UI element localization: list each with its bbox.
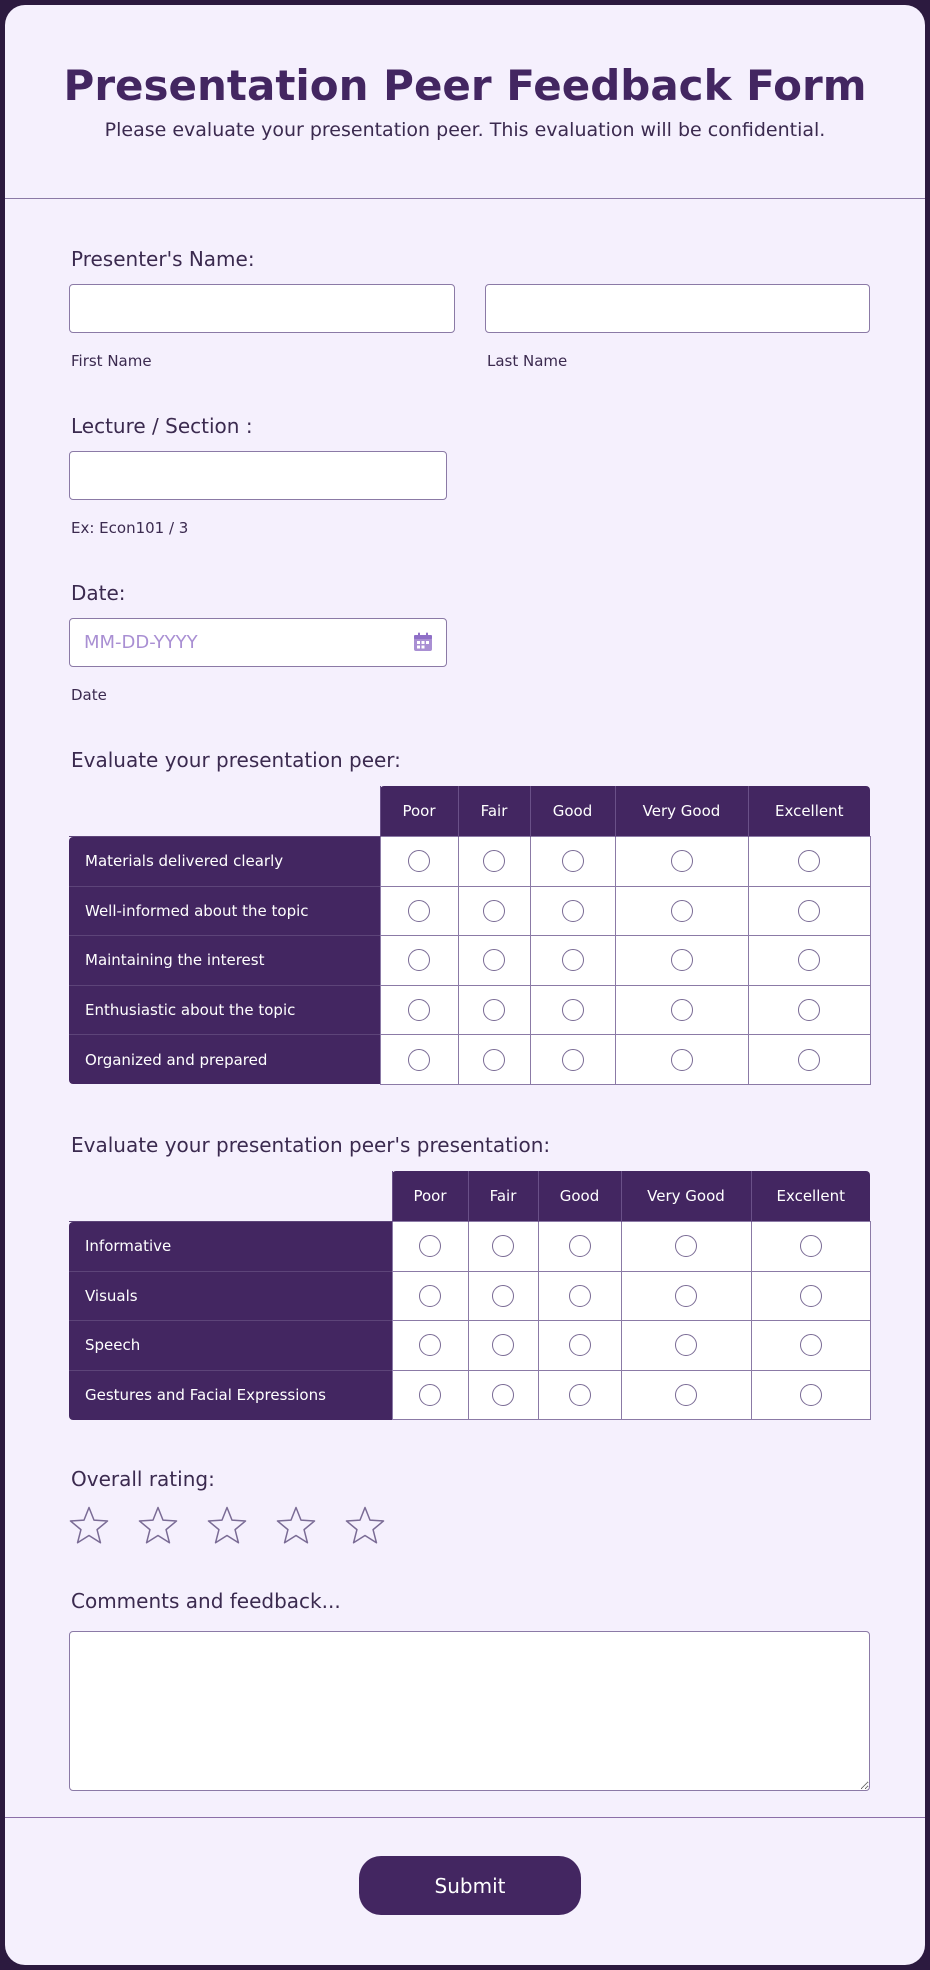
rating-radio-very-good[interactable] — [675, 1285, 697, 1307]
lecture-section-label: Lecture / Section : — [71, 414, 253, 438]
matrix-cell — [748, 985, 870, 1035]
matrix-header-row — [69, 786, 870, 837]
rating-radio-excellent[interactable] — [798, 850, 820, 872]
matrix-cell — [392, 1370, 468, 1420]
star-icon[interactable] — [275, 1505, 317, 1547]
matrix-cell — [621, 1222, 751, 1272]
row-label: Gestures and Facial Expressions — [69, 1370, 392, 1420]
matrix-cell — [458, 985, 530, 1035]
matrix-header-row — [69, 1171, 870, 1222]
rating-radio-very-good[interactable] — [671, 1049, 693, 1071]
rating-radio-fair[interactable] — [483, 999, 505, 1021]
column-header-poor: Poor — [380, 786, 458, 837]
peer-evaluation-matrix — [69, 786, 871, 1085]
column-header-good: Good — [530, 786, 615, 837]
matrix-cell — [458, 936, 530, 986]
presentation-evaluation-matrix — [69, 1171, 871, 1420]
matrix-cell — [615, 1035, 748, 1085]
matrix-cell — [748, 1035, 870, 1085]
star-icon[interactable] — [68, 1505, 110, 1547]
matrix-cell — [615, 837, 748, 887]
matrix2-label: Evaluate your presentation peer's presentation: — [71, 1133, 551, 1157]
matrix-row — [69, 1271, 870, 1321]
matrix-cell — [538, 1370, 621, 1420]
rating-radio-excellent[interactable] — [798, 999, 820, 1021]
rating-radio-fair[interactable] — [483, 949, 505, 971]
rating-radio-very-good[interactable] — [671, 949, 693, 971]
rating-radio-poor[interactable] — [419, 1285, 441, 1307]
rating-radio-excellent[interactable] — [800, 1235, 822, 1257]
matrix-cell — [458, 1035, 530, 1085]
matrix-cell — [380, 936, 458, 986]
column-header-poor: Poor — [392, 1171, 468, 1222]
matrix-cell — [380, 1035, 458, 1085]
column-header-fair: Fair — [468, 1171, 538, 1222]
matrix-cell — [538, 1321, 621, 1371]
matrix-corner — [69, 1171, 392, 1222]
matrix-cell — [392, 1271, 468, 1321]
form-header — [5, 5, 925, 199]
last-name-sublabel: Last Name — [487, 352, 568, 370]
matrix-row — [69, 936, 870, 986]
matrix-cell — [468, 1370, 538, 1420]
matrix-row — [69, 1222, 870, 1272]
matrix-cell — [621, 1271, 751, 1321]
rating-radio-excellent[interactable] — [798, 949, 820, 971]
rating-radio-good[interactable] — [562, 850, 584, 872]
rating-radio-poor[interactable] — [419, 1235, 441, 1257]
rating-radio-excellent[interactable] — [798, 900, 820, 922]
rating-radio-fair[interactable] — [492, 1285, 514, 1307]
matrix-row — [69, 1321, 870, 1371]
matrix-cell — [468, 1321, 538, 1371]
star-icon[interactable] — [137, 1505, 179, 1547]
matrix-cell — [615, 985, 748, 1035]
matrix-cell — [458, 837, 530, 887]
matrix-cell — [530, 985, 615, 1035]
first-name-input[interactable] — [69, 284, 455, 333]
matrix-cell — [615, 936, 748, 986]
rating-radio-good[interactable] — [562, 999, 584, 1021]
date-input[interactable] — [69, 618, 447, 667]
column-header-very-good: Very Good — [615, 786, 748, 837]
row-label: Well-informed about the topic — [69, 886, 380, 936]
matrix-cell — [530, 837, 615, 887]
rating-radio-very-good[interactable] — [675, 1384, 697, 1406]
lecture-section-input[interactable] — [69, 451, 447, 500]
matrix-cell — [748, 837, 870, 887]
star-icon[interactable] — [344, 1505, 386, 1547]
rating-radio-good[interactable] — [569, 1285, 591, 1307]
matrix-cell — [458, 886, 530, 936]
form-card — [5, 5, 925, 1965]
matrix-cell — [380, 985, 458, 1035]
calendar-icon[interactable] — [413, 632, 433, 652]
row-label: Maintaining the interest — [69, 936, 380, 986]
rating-radio-excellent[interactable] — [798, 1049, 820, 1071]
first-name-sublabel: First Name — [71, 352, 152, 370]
matrix-cell — [380, 837, 458, 887]
row-label: Informative — [69, 1222, 392, 1272]
submit-button[interactable]: Submit — [359, 1856, 581, 1915]
matrix-cell — [530, 936, 615, 986]
row-label: Enthusiastic about the topic — [69, 985, 380, 1035]
matrix-row — [69, 985, 870, 1035]
rating-radio-good[interactable] — [562, 1049, 584, 1071]
matrix-row — [69, 1035, 870, 1085]
matrix-cell — [751, 1271, 870, 1321]
rating-radio-excellent[interactable] — [800, 1384, 822, 1406]
rating-radio-good[interactable] — [569, 1334, 591, 1356]
matrix-cell — [615, 886, 748, 936]
rating-radio-very-good[interactable] — [675, 1334, 697, 1356]
rating-radio-fair[interactable] — [483, 900, 505, 922]
column-header-very-good: Very Good — [621, 1171, 751, 1222]
lecture-section-sublabel: Ex: Econ101 / 3 — [71, 519, 189, 537]
matrix-cell — [392, 1321, 468, 1371]
matrix-cell — [538, 1271, 621, 1321]
matrix-cell — [751, 1222, 870, 1272]
matrix-cell — [538, 1222, 621, 1272]
matrix-cell — [468, 1222, 538, 1272]
matrix-cell — [621, 1370, 751, 1420]
matrix-cell — [530, 1035, 615, 1085]
rating-radio-fair[interactable] — [483, 1049, 505, 1071]
footer-divider — [5, 1817, 925, 1818]
last-name-input[interactable] — [485, 284, 870, 333]
overall-rating-label: Overall rating: — [71, 1467, 215, 1491]
matrix-corner — [69, 786, 380, 837]
column-header-excellent: Excellent — [751, 1171, 870, 1222]
matrix-cell — [380, 886, 458, 936]
matrix-row — [69, 886, 870, 936]
rating-radio-poor[interactable] — [408, 999, 430, 1021]
star-icon[interactable] — [206, 1505, 248, 1547]
rating-radio-poor[interactable] — [408, 900, 430, 922]
rating-radio-poor[interactable] — [419, 1334, 441, 1356]
row-label: Materials delivered clearly — [69, 837, 380, 887]
rating-radio-very-good[interactable] — [675, 1235, 697, 1257]
form-title: Presentation Peer Feedback Form — [63, 61, 867, 110]
rating-radio-fair[interactable] — [492, 1235, 514, 1257]
presenter-name-label: Presenter's Name: — [71, 247, 255, 271]
rating-radio-good[interactable] — [569, 1384, 591, 1406]
rating-radio-very-good[interactable] — [671, 900, 693, 922]
matrix-cell — [748, 936, 870, 986]
column-header-excellent: Excellent — [748, 786, 870, 837]
column-header-fair: Fair — [458, 786, 530, 837]
row-label: Organized and prepared — [69, 1035, 380, 1085]
rating-radio-poor[interactable] — [408, 1049, 430, 1071]
matrix-cell — [621, 1321, 751, 1371]
matrix-row — [69, 1370, 870, 1420]
column-header-good: Good — [538, 1171, 621, 1222]
rating-radio-good[interactable] — [562, 900, 584, 922]
matrix1-label: Evaluate your presentation peer: — [71, 748, 401, 772]
rating-radio-very-good[interactable] — [671, 850, 693, 872]
rating-radio-poor[interactable] — [419, 1384, 441, 1406]
matrix-cell — [751, 1370, 870, 1420]
date-label: Date: — [71, 581, 126, 605]
rating-radio-good[interactable] — [569, 1235, 591, 1257]
row-label: Visuals — [69, 1271, 392, 1321]
date-sublabel: Date — [71, 686, 107, 704]
rating-radio-very-good[interactable] — [671, 999, 693, 1021]
rating-radio-fair[interactable] — [492, 1334, 514, 1356]
comments-label: Comments and feedback... — [71, 1589, 341, 1613]
matrix-row — [69, 837, 870, 887]
row-label: Speech — [69, 1321, 392, 1371]
matrix-cell — [530, 886, 615, 936]
matrix-cell — [392, 1222, 468, 1272]
form-subtitle: Please evaluate your presentation peer. This evaluation will be confidential. — [104, 119, 826, 141]
rating-radio-poor[interactable] — [408, 949, 430, 971]
rating-radio-fair[interactable] — [483, 850, 505, 872]
rating-radio-excellent[interactable] — [800, 1285, 822, 1307]
comments-textarea[interactable] — [69, 1631, 870, 1791]
rating-radio-good[interactable] — [562, 949, 584, 971]
matrix-cell — [468, 1271, 538, 1321]
matrix-cell — [748, 886, 870, 936]
rating-radio-fair[interactable] — [492, 1384, 514, 1406]
rating-radio-excellent[interactable] — [800, 1334, 822, 1356]
rating-radio-poor[interactable] — [408, 850, 430, 872]
matrix-cell — [751, 1321, 870, 1371]
